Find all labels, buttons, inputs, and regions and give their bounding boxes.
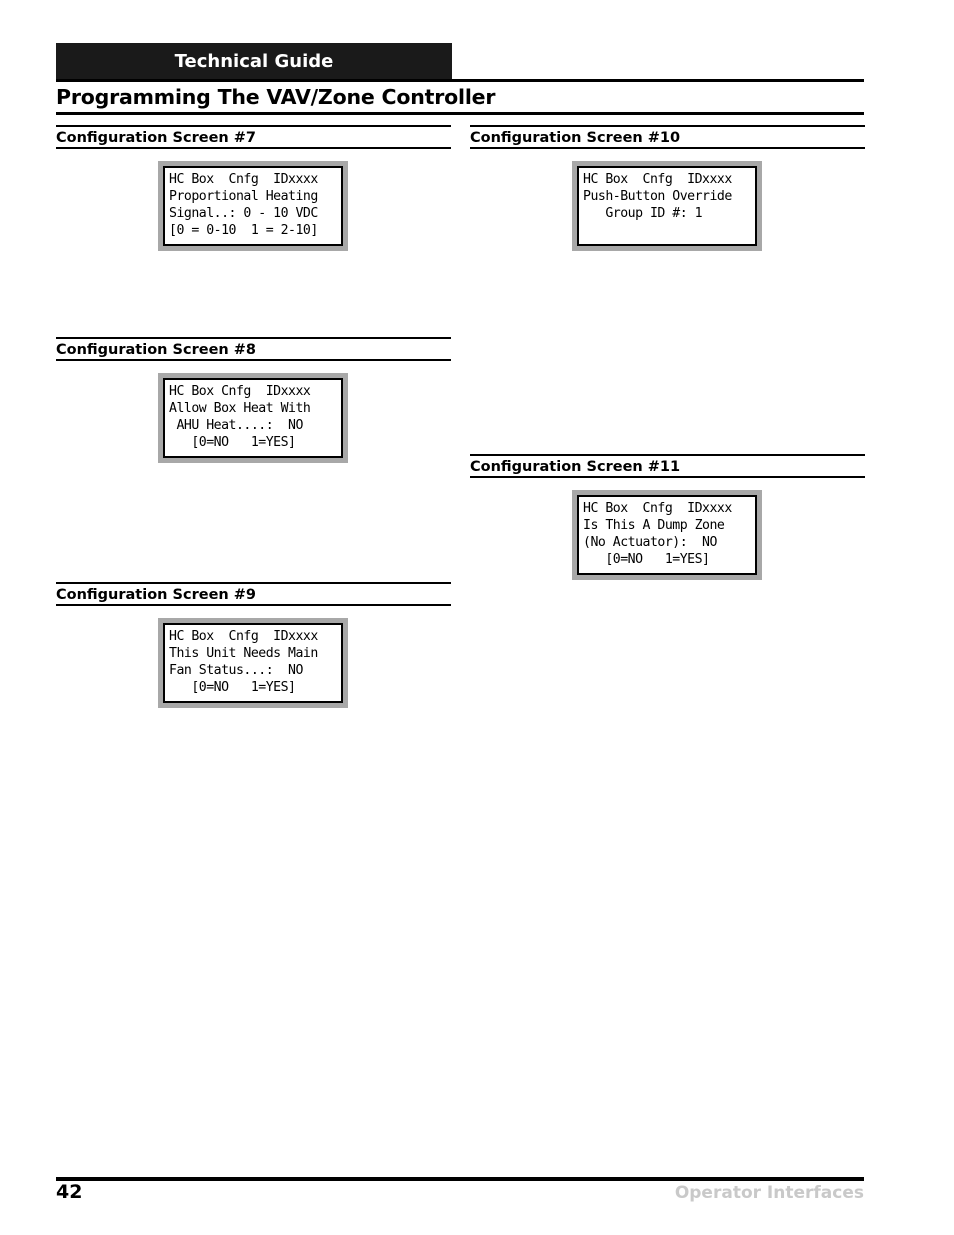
lcd-line: [0=NO 1=YES] [583,552,710,567]
guide-label: Technical Guide [56,43,452,80]
section-config-screen-7 [56,125,451,149]
section-bottom-rule [56,147,451,149]
lcd-display-screen-11 [572,490,762,580]
section-top-rule [56,125,451,127]
section-bottom-rule [56,604,451,606]
lcd-panel [577,495,757,575]
section-top-rule [56,582,451,584]
lcd-display-screen-10 [572,161,762,251]
lcd-line: (No Actuator): NO [583,535,717,550]
lcd-panel [163,378,343,458]
lcd-panel [163,623,343,703]
lcd-display-screen-7 [158,161,348,251]
lcd-line: HC Box Cnfg IDxxxx [583,501,732,516]
section-bottom-rule [470,476,865,478]
lcd-line: [0=NO 1=YES] [169,435,296,450]
lcd-panel [163,166,343,246]
section-heading: Configuration Screen #9 [56,587,257,603]
section-top-rule [56,337,451,339]
lcd-line: Fan Status...: NO [169,663,303,678]
section-config-screen-9 [56,582,451,606]
lcd-line: HC Box Cnfg IDxxxx [169,172,318,187]
section-heading: Configuration Screen #7 [56,130,257,146]
section-top-rule [470,125,865,127]
lcd-line: HC Box Cnfg IDxxxx [169,384,311,399]
title-rule [56,112,864,115]
section-top-rule [470,454,865,456]
footer-section-label: Operator Interfaces [674,1183,864,1203]
section-bottom-rule [56,359,451,361]
lcd-line: Proportional Heating [169,189,318,204]
lcd-panel [577,166,757,246]
section-heading: Configuration Screen #10 [470,130,681,146]
lcd-line: HC Box Cnfg IDxxxx [169,629,318,644]
section-config-screen-10 [470,125,865,149]
section-config-screen-11 [470,454,865,478]
page-title: Programming The VAV/Zone Controller [56,85,496,109]
lcd-line: Allow Box Heat With [169,401,311,416]
section-heading: Configuration Screen #8 [56,342,257,358]
lcd-line: Signal..: 0 - 10 VDC [169,206,318,221]
section-heading: Configuration Screen #11 [470,459,681,475]
lcd-line: Is This A Dump Zone [583,518,725,533]
section-bottom-rule [470,147,865,149]
lcd-line: [0 = 0-10 1 = 2-10] [169,223,318,238]
lcd-line: HC Box Cnfg IDxxxx [583,172,732,187]
lcd-line: AHU Heat....: NO [169,418,303,433]
lcd-line: Push-Button Override [583,189,732,204]
lcd-line: [0=NO 1=YES] [169,680,296,695]
lcd-line: This Unit Needs Main [169,646,318,661]
lcd-display-screen-9 [158,618,348,708]
footer-rule [56,1177,864,1181]
lcd-display-screen-8 [158,373,348,463]
header-rule [56,79,864,82]
page-number: 42 [56,1181,83,1203]
section-config-screen-8 [56,337,451,361]
lcd-line: Group ID #: 1 [583,206,703,221]
